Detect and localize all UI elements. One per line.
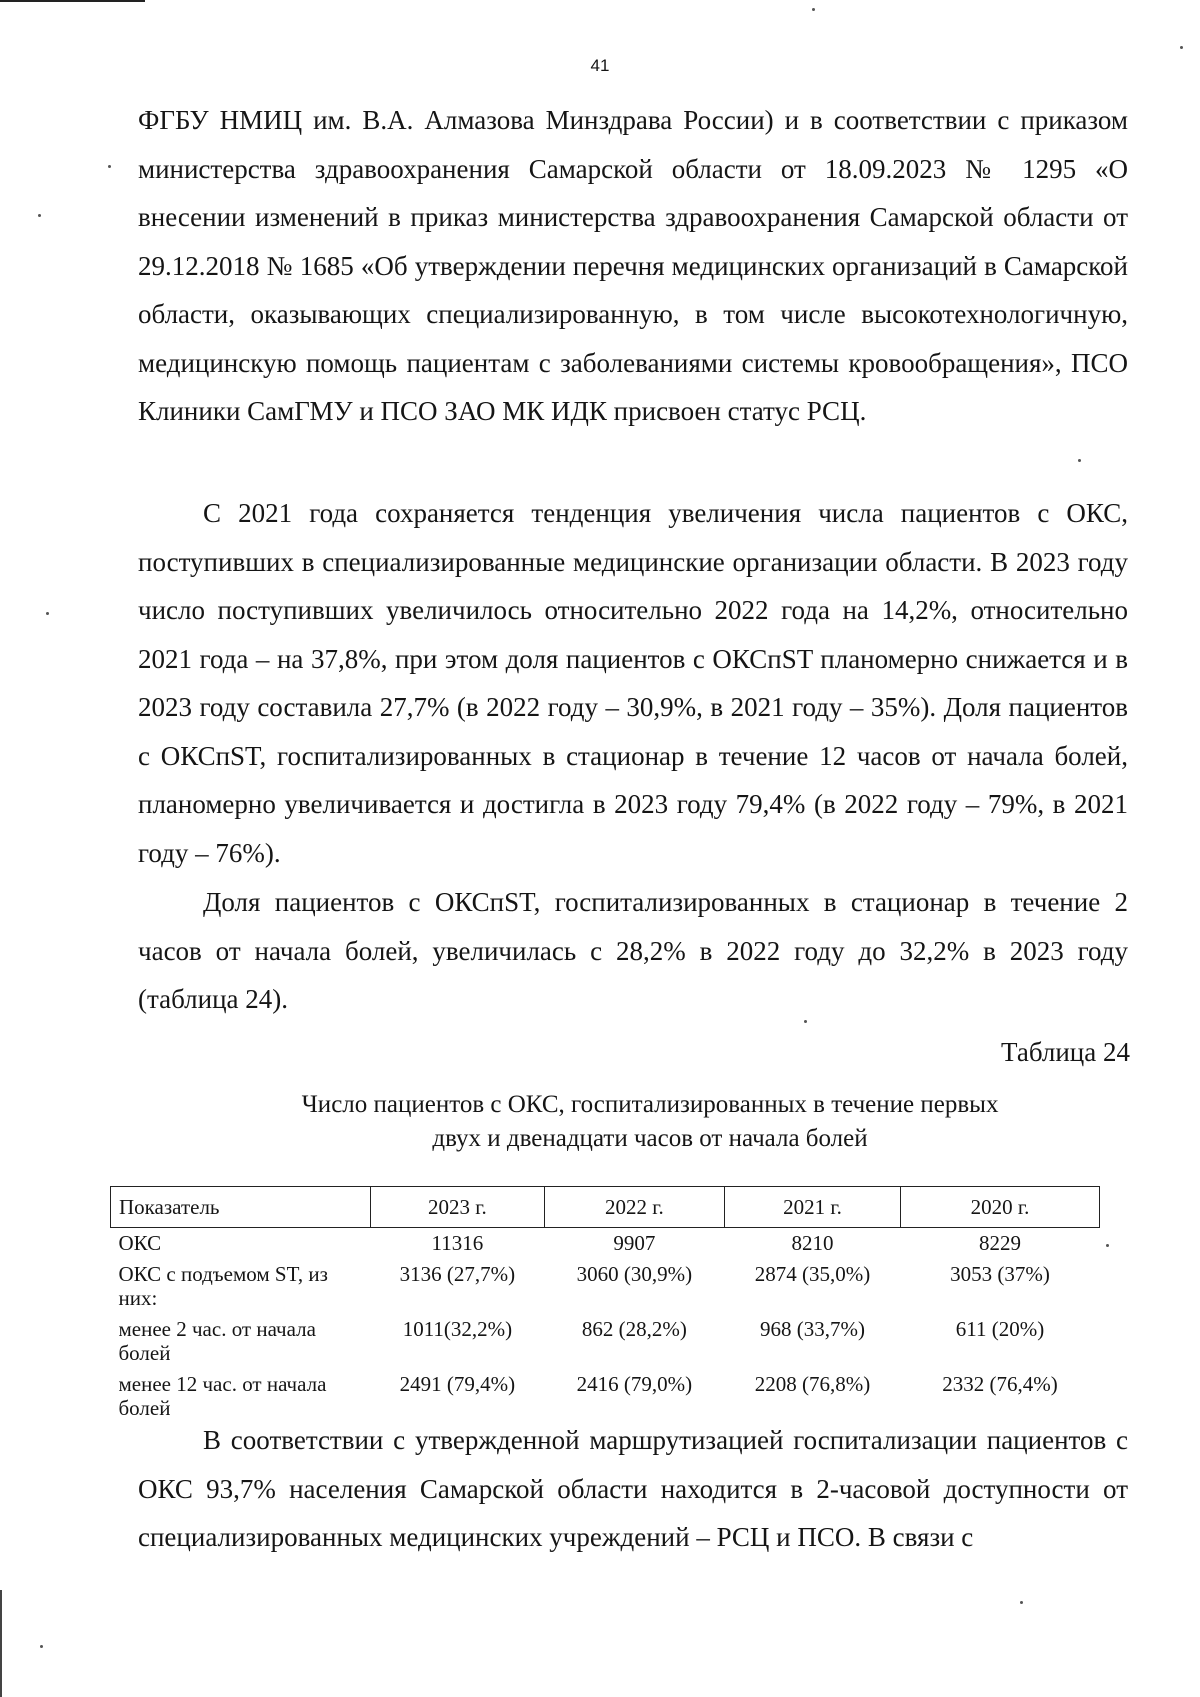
row-label: менее 12 час. от начала болей — [118, 1372, 327, 1420]
scan-edge-mark-top — [0, 0, 145, 2]
row-label: менее 2 час. от начала болей — [118, 1317, 316, 1365]
cell-value: 8229 — [978, 1231, 1021, 1255]
cell-value: 2416 (79,0%) — [576, 1372, 693, 1396]
table-title-line-2: двух и двенадцати часов от начала болей — [432, 1125, 868, 1152]
scan-speck — [40, 1645, 43, 1648]
cell-value: 968 (33,7%) — [759, 1317, 865, 1341]
table-row — [111, 1259, 1100, 1314]
cell-value: 3053 (37%) — [950, 1262, 1050, 1286]
header-year-2021: 2021 г. — [724, 1187, 900, 1228]
body-paragraph-3: Доля пациентов с ОКСпST, госпитализированных в стационар в течение 2 часов от начала болей, увеличилась с 28,2% в 2022 году до 32,2% в 2023 году (таблица 24). — [138, 887, 1128, 1014]
cell-value: 2208 (76,8%) — [754, 1372, 871, 1396]
cell-value: 2332 (76,4%) — [942, 1372, 1058, 1396]
header-year-2023: 2023 г. — [371, 1187, 545, 1228]
header-indicator: Показатель — [111, 1187, 371, 1228]
table-row — [111, 1228, 1100, 1260]
scan-edge-mark-left — [0, 1590, 2, 1697]
table-caption: Таблица 24 — [1001, 1037, 1130, 1067]
scan-speck — [108, 165, 111, 168]
cell-value: 11316 — [431, 1231, 484, 1255]
table-row — [111, 1314, 1100, 1369]
row-label: ОКС — [118, 1231, 162, 1255]
scan-speck — [812, 8, 815, 11]
scan-speck — [46, 612, 49, 615]
scan-speck — [1078, 459, 1081, 462]
scan-speck — [38, 214, 41, 217]
cell-value: 2874 (35,0%) — [754, 1262, 871, 1286]
header-year-2020: 2020 г. — [900, 1187, 1099, 1228]
cell-value: 2491 (79,4%) — [399, 1372, 516, 1396]
cell-value: 8210 — [791, 1231, 834, 1255]
body-paragraph-4: В соответствии с утвержденной маршрутизацией госпитализации пациентов с ОКС 93,7% населения Самарской области находится в 2-часовой доступности от специализированных медицинских учреждений – РСЦ и ПСО. В связи с — [138, 1425, 1128, 1552]
cell-value: 1011(32,2%) — [402, 1317, 513, 1341]
cell-value: 3136 (27,7%) — [399, 1262, 516, 1286]
table-header-row — [111, 1187, 1100, 1228]
cell-value: 862 (28,2%) — [581, 1317, 687, 1341]
header-year-2022: 2022 г. — [544, 1187, 724, 1228]
table-title-line-1: Число пациентов с ОКС, госпитализированных в течение первых — [301, 1091, 999, 1118]
patients-table — [110, 1186, 1100, 1424]
scan-speck — [1180, 46, 1183, 49]
body-paragraph-2: С 2021 года сохраняется тенденция увеличения числа пациентов с ОКС, поступивших в специализированные медицинские организации области. В 2023 году число поступивших увеличилось относительно 2022 года на 14,2%, относительно 2021 года – на 37,8%, при этом доля пациентов с ОКСпST планомерно снижается и в 2023 году составила 27,7% (в 2022 году – 30,9%, в 2021 году – 35%). Доля пациентов с ОКСпST, госпитализированных в стационар в течение 12 часов от начала болей, планомерно увеличивается и достигла в 2023 году 79,4% (в 2022 году – 79%, в 2021 году – 76%). — [138, 498, 1128, 868]
scan-speck — [1020, 1601, 1023, 1604]
scan-speck — [1106, 1244, 1109, 1247]
row-label: ОКС с подъемом ST, из них: — [118, 1262, 328, 1310]
cell-value: 3060 (30,9%) — [576, 1262, 693, 1286]
table-title — [200, 1088, 1100, 1156]
body-paragraph-1: ФГБУ НМИЦ им. В.А. Алмазова Минздрава России) и в соответствии с приказом министерства здравоохранения Самарской области от 18.09.2023 № 1295 «О внесении изменений в приказ министерства здравоохранения Самарской области от 29.12.2018 № 1685 «Об утверждении перечня медицинских организаций в Самарской области, оказывающих специализированную, в том числе высокотехнологичную, медицинскую помощь пациентам с заболеваниями системы кровообращения», ПСО Клиники СамГМУ и ПСО ЗАО МК ИДК присвоен статус РСЦ. — [138, 105, 1128, 426]
page-number: 41 — [590, 56, 610, 75]
cell-value: 9907 — [613, 1231, 656, 1255]
cell-value: 611 (20%) — [955, 1317, 1045, 1341]
